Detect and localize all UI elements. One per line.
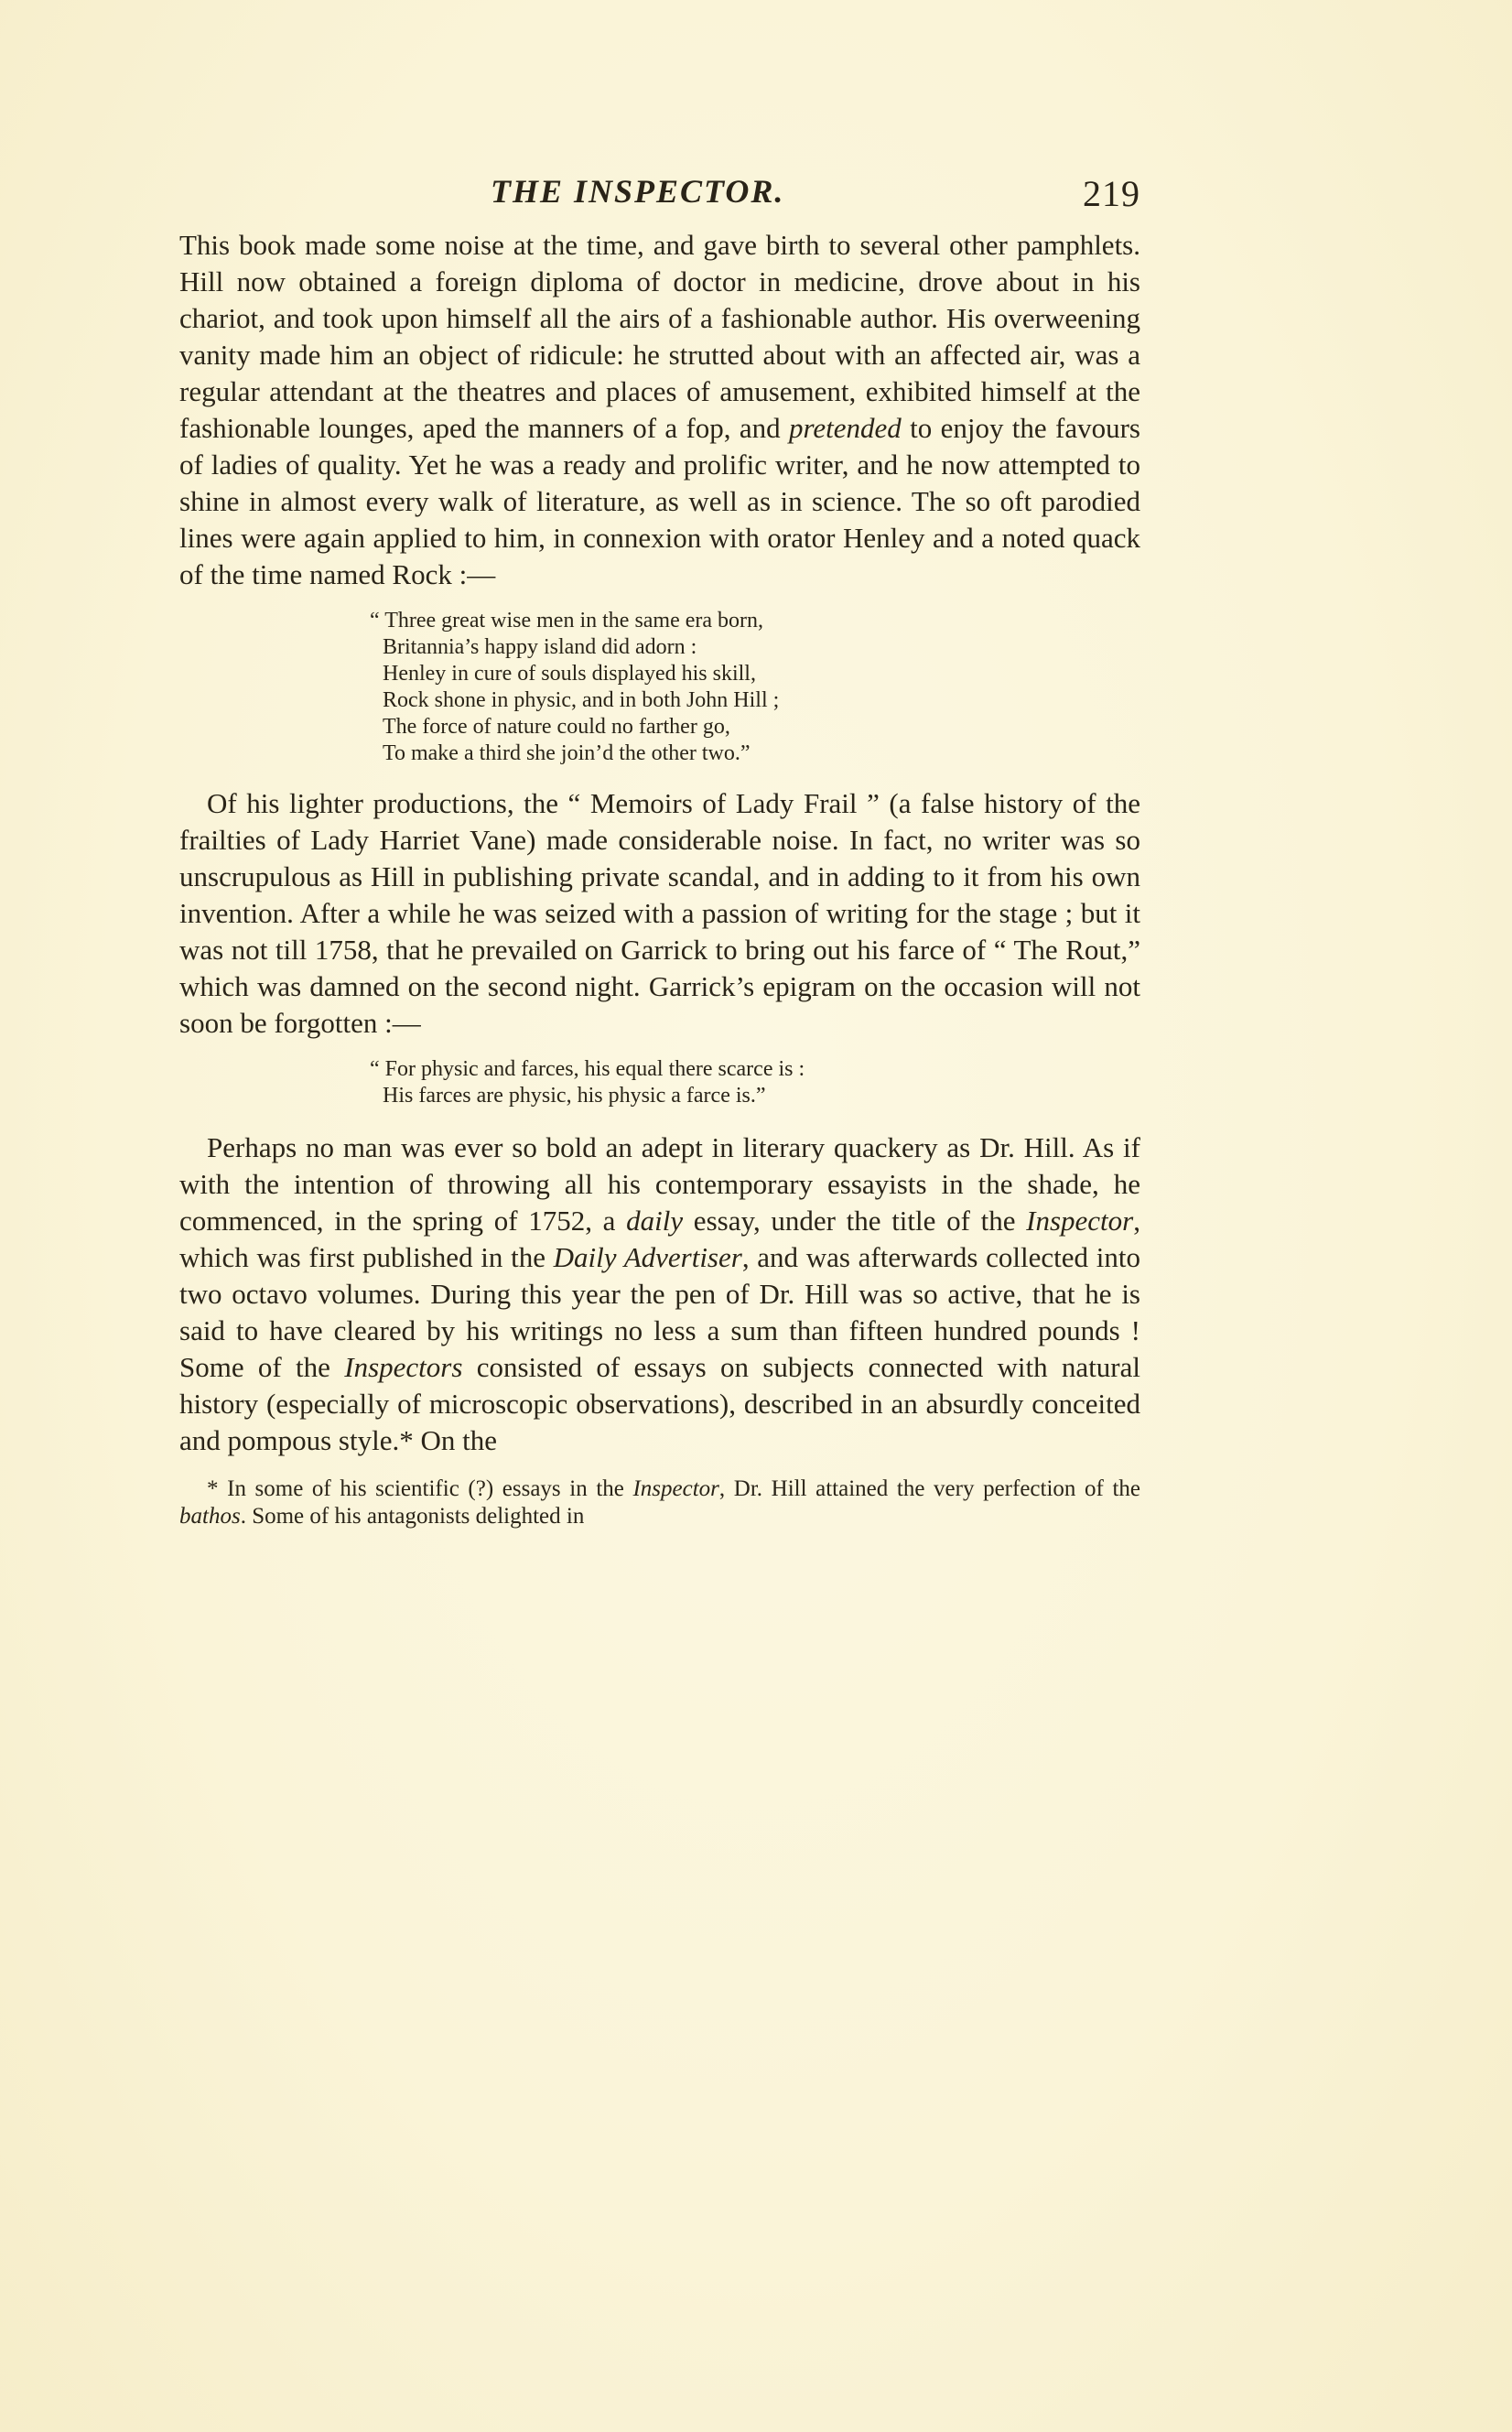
quote-line: His farces are physic, his physic a farce is.”: [383, 1084, 766, 1108]
quote-line: “ Three great wise men in the same era born,: [370, 609, 764, 632]
quote-line: “ For physic and farces, his equal there scarce is :: [370, 1057, 805, 1081]
text-run: , and was afterwards collected into two octavo volumes. During this year the pen of Dr. Hill was so active, that he is said to have cleared by his writings no less a sum than fifteen hundred pounds ! Some of the: [179, 1241, 1140, 1383]
text-run: Perhaps no man was ever so bold an adept in literary quackery as Dr. Hill. As if with the intention of throwing all his contemporary essayists in the shade, he commenced, in the spring of 1752, a: [179, 1131, 1140, 1237]
body-text: [179, 227, 1140, 1530]
quote-line: Britannia’s happy island did adorn :: [383, 635, 697, 659]
page-header: [179, 172, 1140, 227]
italic-text: Inspectors: [344, 1351, 463, 1383]
page-number: 219: [1083, 173, 1140, 214]
text-run: , Dr. Hill attained the very perfection of the: [718, 1476, 1140, 1501]
paragraph-2: [179, 785, 1140, 1042]
quote-henley-rock-hill: [370, 608, 1140, 767]
italic-text: Inspector: [632, 1476, 719, 1501]
text-run: consisted of essays on subjects connected with natural history (especially of microscopic observations), described in an absurdly conceited and pompous style.* On the: [179, 1351, 1141, 1456]
italic-text: bathos: [179, 1504, 241, 1529]
text-run: * In some of his scientific (?) essays in the: [207, 1476, 633, 1501]
text-run: This book made some noise at the time, and gave birth to several other pamphlets. Hill now obtained a foreign diploma of doctor in medicine, drove about in his chariot, and took upon himself all the airs of a fashionable author. His overweening vanity made him an object of ridicule: he strutted about with an affected air, was a regular attendant at the theatres and places of amusement, exhibited himself at the fashionable lounges, aped the manners of a fop, and: [179, 229, 1140, 444]
italic-text: Inspector: [1026, 1205, 1134, 1237]
text-run: . Some of his antagonists delighted in: [240, 1504, 585, 1529]
quote-line: To make a third she join’d the other two.”: [383, 741, 751, 765]
italic-text: daily: [626, 1205, 684, 1237]
text-run: Of his lighter productions, the “ Memoirs of Lady Frail ” (a false history of the frailties of Lady Harriet Vane) made considerable noise. In fact, no writer was so unscrupulous as Hill in publishing private scandal, and in adding to it from his own invention. After a while he was seized with a passion of writing for the stage ; but it was not till 1758, that he prevailed on Garrick to bring out his farce of “ The Rout,” which was damned on the second night. Garrick’s epigram on the occasion will not soon be forgotten :—: [179, 787, 1140, 1039]
italic-text: pretended: [788, 412, 902, 444]
quote-line: Henley in cure of souls displayed his skill,: [383, 662, 756, 686]
footnote: [179, 1475, 1140, 1530]
text-run: , which was first published in the: [179, 1205, 1140, 1273]
paragraph-3: [179, 1130, 1140, 1459]
text-run: essay, under the title of the: [683, 1205, 1027, 1237]
italic-text: Daily Advertiser: [553, 1241, 742, 1273]
quote-line: Rock shone in physic, and in both John Hill ;: [383, 688, 780, 712]
running-head: THE INSPECTOR.: [491, 173, 785, 210]
quote-garrick-epigram: [370, 1056, 1140, 1109]
quote-line: The force of nature could no farther go,: [383, 715, 730, 739]
text-run: to enjoy the favours of ladies of quality. Yet he was a ready and prolific writer, and he now attempted to shine in almost every walk of literature, as well as in science. The so oft parodied lines were again applied to him, in connexion with orator Henley and a noted quack of the time named Rock :—: [179, 412, 1140, 590]
paragraph-1: [179, 227, 1140, 593]
